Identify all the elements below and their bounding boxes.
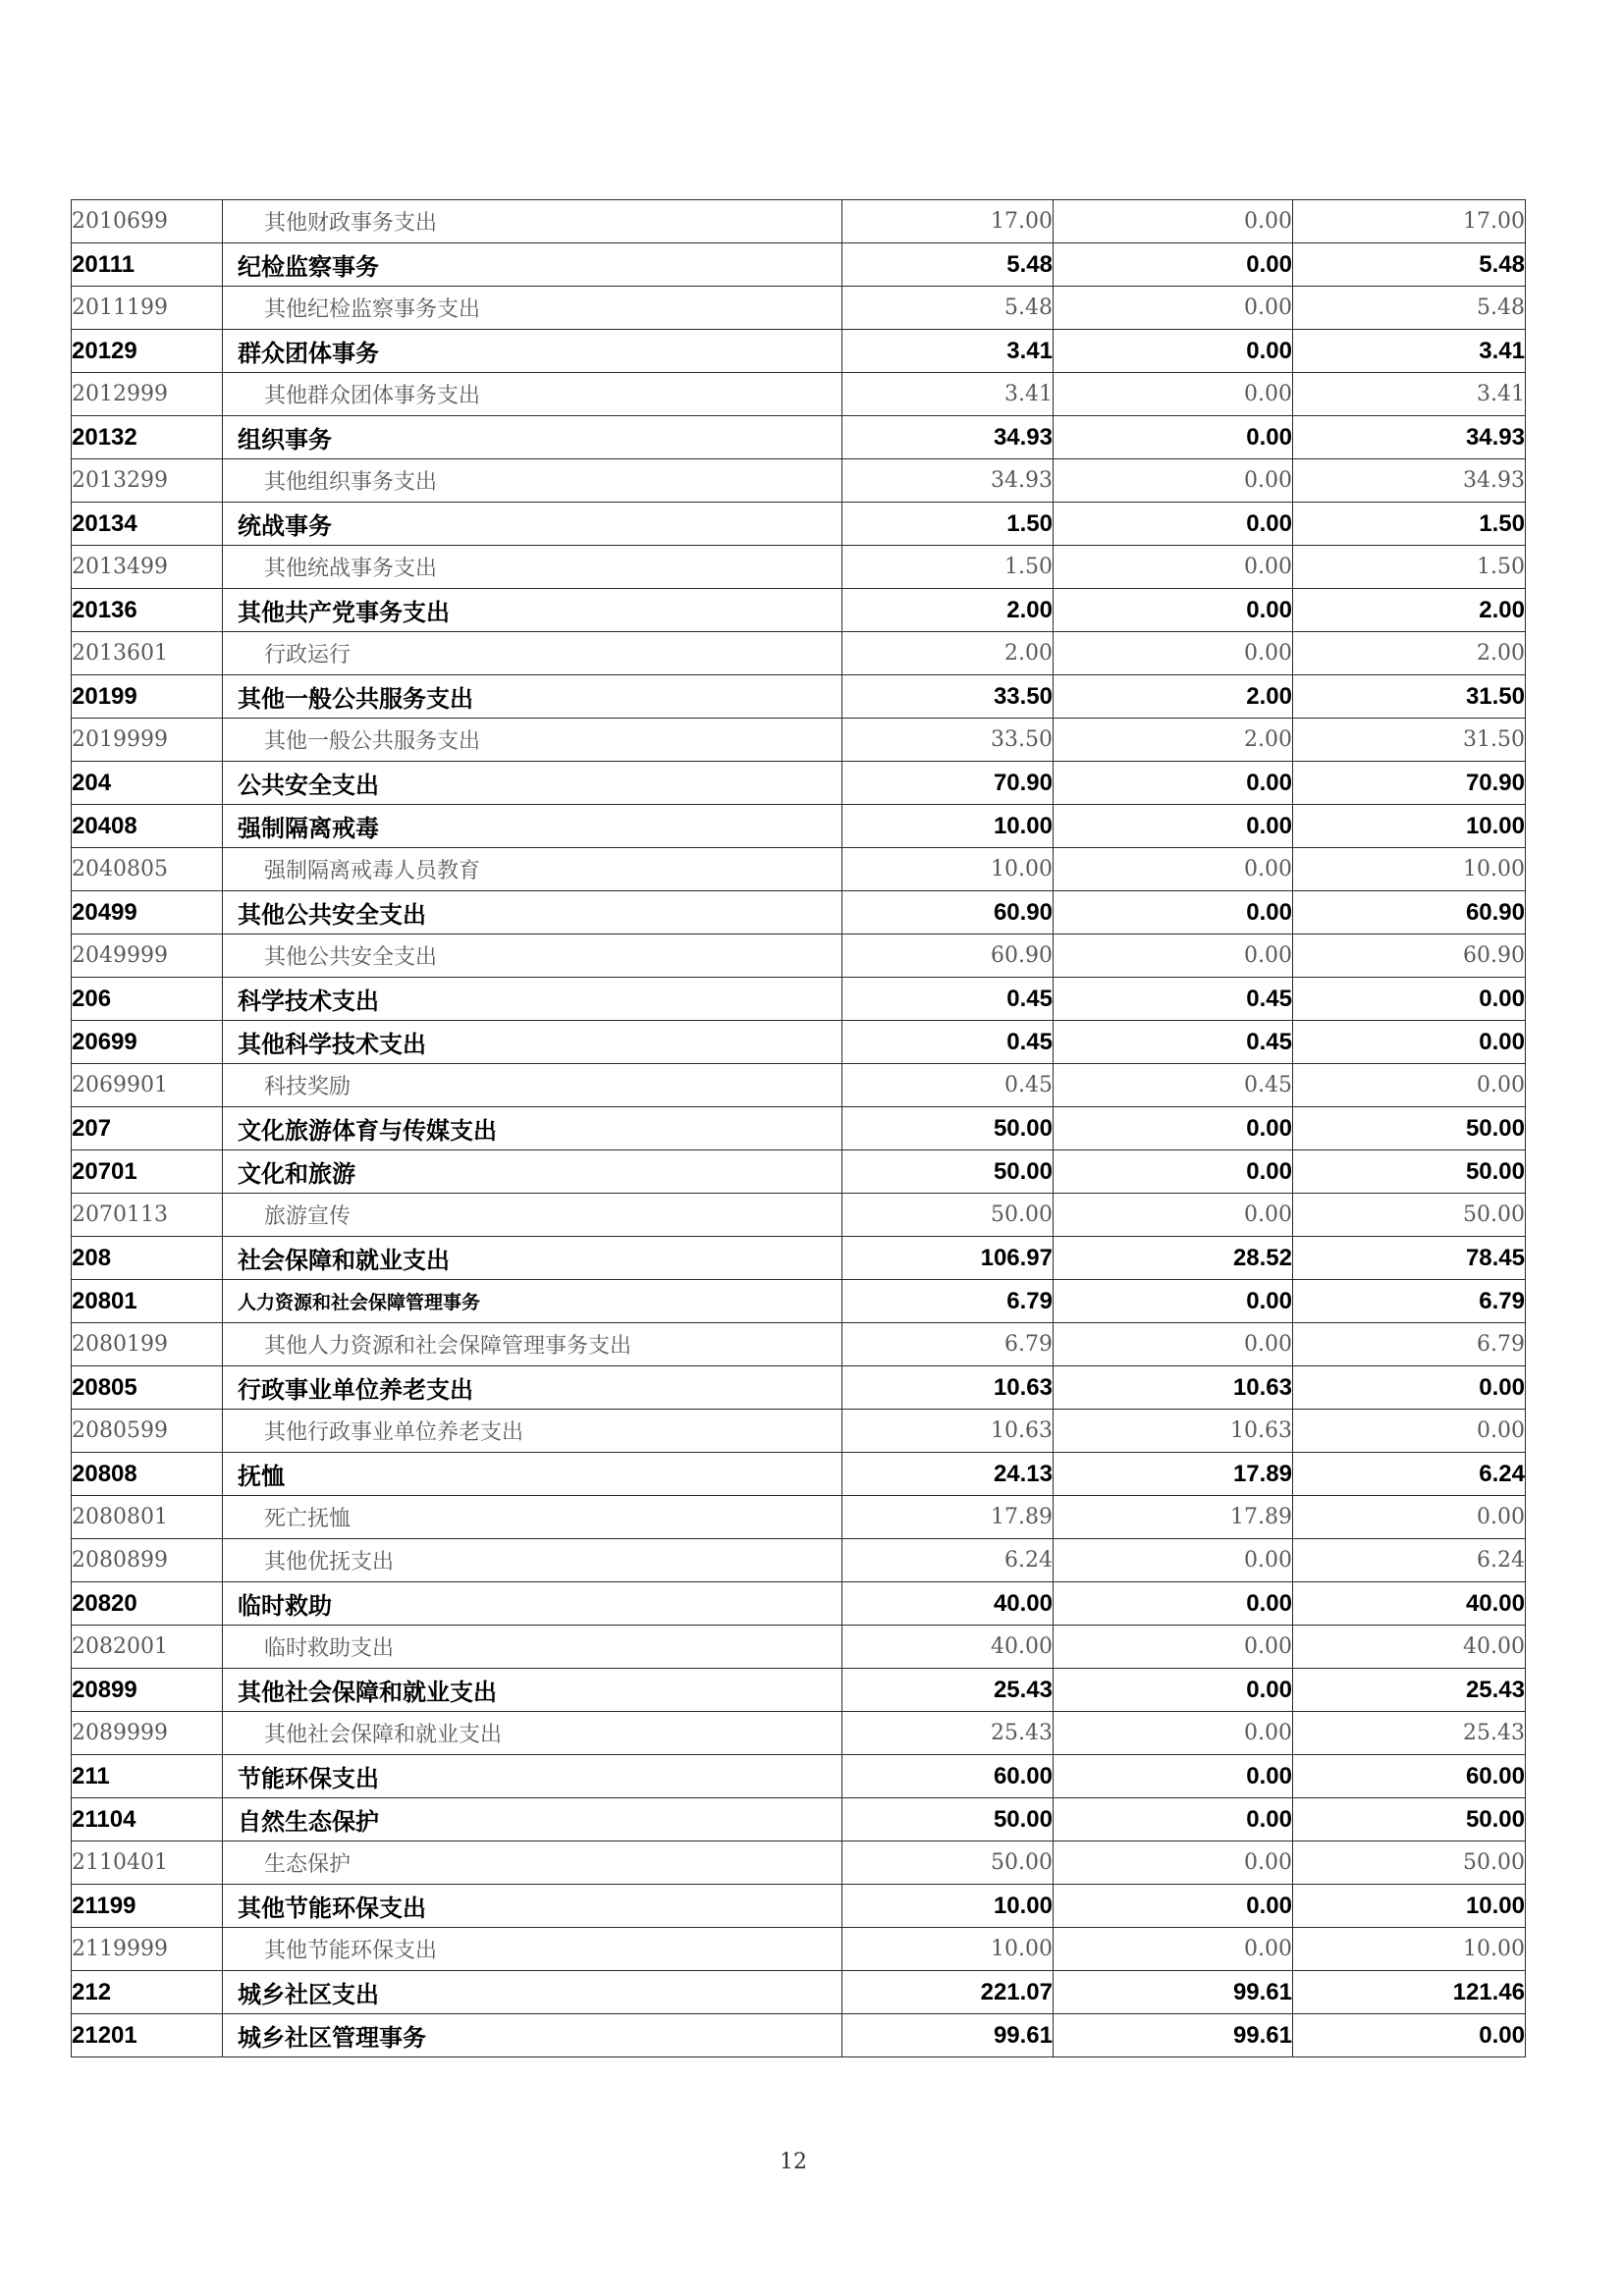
table-row-category — [72, 1366, 1526, 1410]
amount-cell-total: 10.00 — [842, 1928, 1054, 1971]
name-cell: 其他一般公共服务支出 — [223, 675, 842, 719]
amount-cell-total: 50.00 — [842, 1150, 1054, 1194]
amount-cell-part2: 70.90 — [1293, 762, 1526, 805]
amount-cell-part1: 0.00 — [1054, 200, 1293, 243]
amount-cell-part1: 0.00 — [1054, 1107, 1293, 1150]
amount-cell-total: 40.00 — [842, 1626, 1054, 1669]
name-cell: 临时救助 — [223, 1582, 842, 1626]
code-cell: 20808 — [72, 1453, 223, 1496]
code-cell: 2013299 — [72, 459, 223, 503]
page-number: 12 — [780, 2150, 807, 2174]
amount-cell-part2: 34.93 — [1293, 459, 1526, 503]
code-cell: 2019999 — [72, 719, 223, 762]
amount-cell-part2: 40.00 — [1293, 1582, 1526, 1626]
table-row-category — [72, 1021, 1526, 1064]
code-cell: 2082001 — [72, 1626, 223, 1669]
amount-cell-total: 1.50 — [842, 546, 1054, 589]
amount-cell-part1: 0.45 — [1054, 1064, 1293, 1107]
code-cell: 212 — [72, 1971, 223, 2014]
table-row-item — [72, 1539, 1526, 1582]
code-cell: 21104 — [72, 1798, 223, 1842]
name-cell: 社会保障和就业支出 — [223, 1237, 842, 1280]
table-row-category — [72, 675, 1526, 719]
name-cell: 生态保护 — [223, 1842, 842, 1885]
table-row-category — [72, 1971, 1526, 2014]
amount-cell-part1: 0.00 — [1054, 1842, 1293, 1885]
table-row-category — [72, 2014, 1526, 2057]
amount-cell-part2: 0.00 — [1293, 1366, 1526, 1410]
code-cell: 2069901 — [72, 1064, 223, 1107]
name-cell: 其他公共安全支出 — [223, 934, 842, 978]
amount-cell-part2: 0.00 — [1293, 2014, 1526, 2057]
amount-cell-part2: 50.00 — [1293, 1150, 1526, 1194]
code-cell: 20899 — [72, 1669, 223, 1712]
amount-cell-part1: 10.63 — [1054, 1366, 1293, 1410]
name-cell: 其他一般公共服务支出 — [223, 719, 842, 762]
amount-cell-part2: 2.00 — [1293, 632, 1526, 675]
code-cell: 20132 — [72, 416, 223, 459]
amount-cell-part2: 60.90 — [1293, 891, 1526, 934]
amount-cell-total: 34.93 — [842, 416, 1054, 459]
amount-cell-part2: 1.50 — [1293, 503, 1526, 546]
code-cell: 2080599 — [72, 1410, 223, 1453]
amount-cell-part2: 2.00 — [1293, 589, 1526, 632]
table-row-item — [72, 1842, 1526, 1885]
amount-cell-total: 3.41 — [842, 373, 1054, 416]
table-row-category — [72, 1280, 1526, 1323]
amount-cell-part2: 50.00 — [1293, 1194, 1526, 1237]
amount-cell-part2: 10.00 — [1293, 1928, 1526, 1971]
amount-cell-part2: 50.00 — [1293, 1107, 1526, 1150]
amount-cell-part1: 0.00 — [1054, 1150, 1293, 1194]
code-cell: 20129 — [72, 330, 223, 373]
amount-cell-part2: 10.00 — [1293, 848, 1526, 891]
amount-cell-total: 25.43 — [842, 1712, 1054, 1755]
code-cell: 2013601 — [72, 632, 223, 675]
amount-cell-total: 6.79 — [842, 1280, 1054, 1323]
table-row-item — [72, 373, 1526, 416]
amount-cell-total: 6.79 — [842, 1323, 1054, 1366]
name-cell: 死亡抚恤 — [223, 1496, 842, 1539]
amount-cell-part1: 0.00 — [1054, 632, 1293, 675]
code-cell: 20408 — [72, 805, 223, 848]
amount-cell-total: 60.90 — [842, 891, 1054, 934]
name-cell: 城乡社区管理事务 — [223, 2014, 842, 2057]
amount-cell-part2: 50.00 — [1293, 1798, 1526, 1842]
amount-cell-part1: 0.00 — [1054, 934, 1293, 978]
amount-cell-part1: 17.89 — [1054, 1496, 1293, 1539]
amount-cell-part2: 1.50 — [1293, 546, 1526, 589]
code-cell: 20111 — [72, 243, 223, 287]
amount-cell-part1: 0.00 — [1054, 1755, 1293, 1798]
name-cell: 临时救助支出 — [223, 1626, 842, 1669]
name-cell: 纪检监察事务 — [223, 243, 842, 287]
amount-cell-part1: 0.00 — [1054, 287, 1293, 330]
amount-cell-part1: 0.00 — [1054, 762, 1293, 805]
expenditure-table — [71, 199, 1526, 2057]
name-cell: 文化旅游体育与传媒支出 — [223, 1107, 842, 1150]
amount-cell-part1: 0.00 — [1054, 1323, 1293, 1366]
amount-cell-part1: 0.45 — [1054, 978, 1293, 1021]
name-cell: 文化和旅游 — [223, 1150, 842, 1194]
name-cell: 人力资源和社会保障管理事务 — [223, 1280, 842, 1323]
amount-cell-part1: 10.63 — [1054, 1410, 1293, 1453]
amount-cell-part2: 31.50 — [1293, 675, 1526, 719]
amount-cell-part2: 25.43 — [1293, 1669, 1526, 1712]
amount-cell-total: 5.48 — [842, 243, 1054, 287]
amount-cell-part1: 99.61 — [1054, 1971, 1293, 2014]
amount-cell-part1: 0.00 — [1054, 805, 1293, 848]
amount-cell-total: 3.41 — [842, 330, 1054, 373]
table-row-item — [72, 848, 1526, 891]
amount-cell-total: 1.50 — [842, 503, 1054, 546]
amount-cell-part2: 6.24 — [1293, 1539, 1526, 1582]
table-row-item — [72, 1712, 1526, 1755]
amount-cell-part1: 0.00 — [1054, 1885, 1293, 1928]
table-row-item — [72, 459, 1526, 503]
table-row-item — [72, 1410, 1526, 1453]
code-cell: 20805 — [72, 1366, 223, 1410]
amount-cell-part2: 10.00 — [1293, 1885, 1526, 1928]
amount-cell-total: 6.24 — [842, 1539, 1054, 1582]
code-cell: 2040805 — [72, 848, 223, 891]
table-row-category — [72, 1150, 1526, 1194]
amount-cell-part1: 0.00 — [1054, 848, 1293, 891]
amount-cell-part1: 0.00 — [1054, 330, 1293, 373]
name-cell: 其他统战事务支出 — [223, 546, 842, 589]
amount-cell-total: 0.45 — [842, 978, 1054, 1021]
code-cell: 207 — [72, 1107, 223, 1150]
name-cell: 其他组织事务支出 — [223, 459, 842, 503]
code-cell: 20136 — [72, 589, 223, 632]
table-row-item — [72, 719, 1526, 762]
amount-cell-total: 60.00 — [842, 1755, 1054, 1798]
code-cell: 2080199 — [72, 1323, 223, 1366]
amount-cell-part1: 0.00 — [1054, 1539, 1293, 1582]
amount-cell-part2: 31.50 — [1293, 719, 1526, 762]
table-row-category — [72, 1582, 1526, 1626]
table-row-item — [72, 934, 1526, 978]
amount-cell-part2: 60.00 — [1293, 1755, 1526, 1798]
amount-cell-total: 2.00 — [842, 589, 1054, 632]
amount-cell-part2: 0.00 — [1293, 1410, 1526, 1453]
code-cell: 2013499 — [72, 546, 223, 589]
table-row-item — [72, 200, 1526, 243]
table-row-item — [72, 632, 1526, 675]
table-row-item — [72, 1323, 1526, 1366]
table-row-category — [72, 1453, 1526, 1496]
amount-cell-part1: 0.00 — [1054, 1280, 1293, 1323]
code-cell: 2011199 — [72, 287, 223, 330]
amount-cell-total: 221.07 — [842, 1971, 1054, 2014]
amount-cell-part1: 17.89 — [1054, 1453, 1293, 1496]
amount-cell-part1: 0.00 — [1054, 1194, 1293, 1237]
amount-cell-total: 33.50 — [842, 719, 1054, 762]
amount-cell-total: 10.00 — [842, 1885, 1054, 1928]
amount-cell-part2: 0.00 — [1293, 1496, 1526, 1539]
amount-cell-total: 50.00 — [842, 1107, 1054, 1150]
name-cell: 其他社会保障和就业支出 — [223, 1669, 842, 1712]
amount-cell-total: 10.63 — [842, 1366, 1054, 1410]
table-row-category — [72, 503, 1526, 546]
amount-cell-part1: 0.00 — [1054, 1712, 1293, 1755]
code-cell: 2010699 — [72, 200, 223, 243]
amount-cell-part2: 6.24 — [1293, 1453, 1526, 1496]
amount-cell-total: 40.00 — [842, 1582, 1054, 1626]
table-row-category — [72, 1798, 1526, 1842]
amount-cell-part1: 99.61 — [1054, 2014, 1293, 2057]
table-row-category — [72, 762, 1526, 805]
amount-cell-part1: 2.00 — [1054, 675, 1293, 719]
amount-cell-part2: 78.45 — [1293, 1237, 1526, 1280]
amount-cell-part1: 0.00 — [1054, 243, 1293, 287]
code-cell: 21201 — [72, 2014, 223, 2057]
amount-cell-total: 17.89 — [842, 1496, 1054, 1539]
name-cell: 城乡社区支出 — [223, 1971, 842, 2014]
amount-cell-total: 33.50 — [842, 675, 1054, 719]
amount-cell-part1: 0.00 — [1054, 459, 1293, 503]
table-row-item — [72, 287, 1526, 330]
table-row-item — [72, 1626, 1526, 1669]
table-row-category — [72, 1885, 1526, 1928]
table-row-category — [72, 243, 1526, 287]
name-cell: 其他社会保障和就业支出 — [223, 1712, 842, 1755]
name-cell: 其他节能环保支出 — [223, 1928, 842, 1971]
amount-cell-part2: 0.00 — [1293, 978, 1526, 1021]
table-row-item — [72, 1496, 1526, 1539]
table-row-category — [72, 416, 1526, 459]
amount-cell-part2: 3.41 — [1293, 330, 1526, 373]
name-cell: 自然生态保护 — [223, 1798, 842, 1842]
table-row-item — [72, 1064, 1526, 1107]
table-row-category — [72, 1237, 1526, 1280]
amount-cell-total: 106.97 — [842, 1237, 1054, 1280]
amount-cell-total: 50.00 — [842, 1194, 1054, 1237]
name-cell: 抚恤 — [223, 1453, 842, 1496]
amount-cell-part2: 40.00 — [1293, 1626, 1526, 1669]
name-cell: 科学技术支出 — [223, 978, 842, 1021]
name-cell: 其他行政事业单位养老支出 — [223, 1410, 842, 1453]
amount-cell-total: 50.00 — [842, 1842, 1054, 1885]
name-cell: 其他公共安全支出 — [223, 891, 842, 934]
amount-cell-part1: 0.00 — [1054, 1582, 1293, 1626]
amount-cell-total: 10.63 — [842, 1410, 1054, 1453]
name-cell: 强制隔离戒毒人员教育 — [223, 848, 842, 891]
amount-cell-part2: 6.79 — [1293, 1280, 1526, 1323]
name-cell: 其他优抚支出 — [223, 1539, 842, 1582]
name-cell: 其他财政事务支出 — [223, 200, 842, 243]
code-cell: 20199 — [72, 675, 223, 719]
name-cell: 其他科学技术支出 — [223, 1021, 842, 1064]
table-row-item — [72, 1194, 1526, 1237]
amount-cell-total: 25.43 — [842, 1669, 1054, 1712]
code-cell: 2119999 — [72, 1928, 223, 1971]
table-row-item — [72, 546, 1526, 589]
name-cell: 强制隔离戒毒 — [223, 805, 842, 848]
code-cell: 206 — [72, 978, 223, 1021]
name-cell: 公共安全支出 — [223, 762, 842, 805]
amount-cell-part2: 0.00 — [1293, 1064, 1526, 1107]
amount-cell-part2: 34.93 — [1293, 416, 1526, 459]
code-cell: 204 — [72, 762, 223, 805]
amount-cell-part2: 60.90 — [1293, 934, 1526, 978]
code-cell: 20699 — [72, 1021, 223, 1064]
name-cell: 行政运行 — [223, 632, 842, 675]
code-cell: 20499 — [72, 891, 223, 934]
amount-cell-total: 17.00 — [842, 200, 1054, 243]
amount-cell-part1: 0.00 — [1054, 1626, 1293, 1669]
amount-cell-part2: 10.00 — [1293, 805, 1526, 848]
amount-cell-total: 2.00 — [842, 632, 1054, 675]
code-cell: 2012999 — [72, 373, 223, 416]
table-row-category — [72, 978, 1526, 1021]
amount-cell-part1: 0.00 — [1054, 1669, 1293, 1712]
code-cell: 20701 — [72, 1150, 223, 1194]
code-cell: 2070113 — [72, 1194, 223, 1237]
amount-cell-part1: 0.00 — [1054, 891, 1293, 934]
name-cell: 其他共产党事务支出 — [223, 589, 842, 632]
code-cell: 20820 — [72, 1582, 223, 1626]
amount-cell-total: 60.90 — [842, 934, 1054, 978]
amount-cell-part1: 0.00 — [1054, 373, 1293, 416]
table-row-item — [72, 1928, 1526, 1971]
amount-cell-part1: 28.52 — [1054, 1237, 1293, 1280]
name-cell: 其他人力资源和社会保障管理事务支出 — [223, 1323, 842, 1366]
name-cell: 组织事务 — [223, 416, 842, 459]
amount-cell-part2: 3.41 — [1293, 373, 1526, 416]
table-row-category — [72, 330, 1526, 373]
name-cell: 其他节能环保支出 — [223, 1885, 842, 1928]
code-cell: 2110401 — [72, 1842, 223, 1885]
amount-cell-total: 0.45 — [842, 1021, 1054, 1064]
table-body — [72, 200, 1526, 2057]
code-cell: 2089999 — [72, 1712, 223, 1755]
amount-cell-total: 99.61 — [842, 2014, 1054, 2057]
amount-cell-part2: 25.43 — [1293, 1712, 1526, 1755]
amount-cell-part1: 0.00 — [1054, 416, 1293, 459]
table-row-category — [72, 1669, 1526, 1712]
code-cell: 20801 — [72, 1280, 223, 1323]
amount-cell-part2: 121.46 — [1293, 1971, 1526, 2014]
code-cell: 2080899 — [72, 1539, 223, 1582]
table-row-category — [72, 805, 1526, 848]
amount-cell-part1: 0.00 — [1054, 589, 1293, 632]
amount-cell-part1: 0.00 — [1054, 1928, 1293, 1971]
amount-cell-part1: 0.45 — [1054, 1021, 1293, 1064]
code-cell: 208 — [72, 1237, 223, 1280]
amount-cell-part2: 5.48 — [1293, 287, 1526, 330]
table-row-category — [72, 1755, 1526, 1798]
amount-cell-total: 10.00 — [842, 848, 1054, 891]
code-cell: 2049999 — [72, 934, 223, 978]
amount-cell-part1: 0.00 — [1054, 1798, 1293, 1842]
amount-cell-total: 0.45 — [842, 1064, 1054, 1107]
amount-cell-total: 5.48 — [842, 287, 1054, 330]
name-cell: 统战事务 — [223, 503, 842, 546]
amount-cell-total: 70.90 — [842, 762, 1054, 805]
amount-cell-total: 24.13 — [842, 1453, 1054, 1496]
name-cell: 旅游宣传 — [223, 1194, 842, 1237]
amount-cell-part2: 5.48 — [1293, 243, 1526, 287]
table-row-category — [72, 891, 1526, 934]
amount-cell-total: 50.00 — [842, 1798, 1054, 1842]
name-cell: 群众团体事务 — [223, 330, 842, 373]
name-cell: 其他群众团体事务支出 — [223, 373, 842, 416]
name-cell: 其他纪检监察事务支出 — [223, 287, 842, 330]
name-cell: 科技奖励 — [223, 1064, 842, 1107]
code-cell: 20134 — [72, 503, 223, 546]
amount-cell-part2: 17.00 — [1293, 200, 1526, 243]
table-row-category — [72, 589, 1526, 632]
amount-cell-total: 34.93 — [842, 459, 1054, 503]
code-cell: 2080801 — [72, 1496, 223, 1539]
amount-cell-part2: 50.00 — [1293, 1842, 1526, 1885]
amount-cell-part1: 0.00 — [1054, 546, 1293, 589]
amount-cell-total: 10.00 — [842, 805, 1054, 848]
name-cell: 行政事业单位养老支出 — [223, 1366, 842, 1410]
amount-cell-part2: 0.00 — [1293, 1021, 1526, 1064]
amount-cell-part1: 2.00 — [1054, 719, 1293, 762]
name-cell: 节能环保支出 — [223, 1755, 842, 1798]
code-cell: 21199 — [72, 1885, 223, 1928]
table-row-category — [72, 1107, 1526, 1150]
amount-cell-part2: 6.79 — [1293, 1323, 1526, 1366]
code-cell: 211 — [72, 1755, 223, 1798]
amount-cell-part1: 0.00 — [1054, 503, 1293, 546]
